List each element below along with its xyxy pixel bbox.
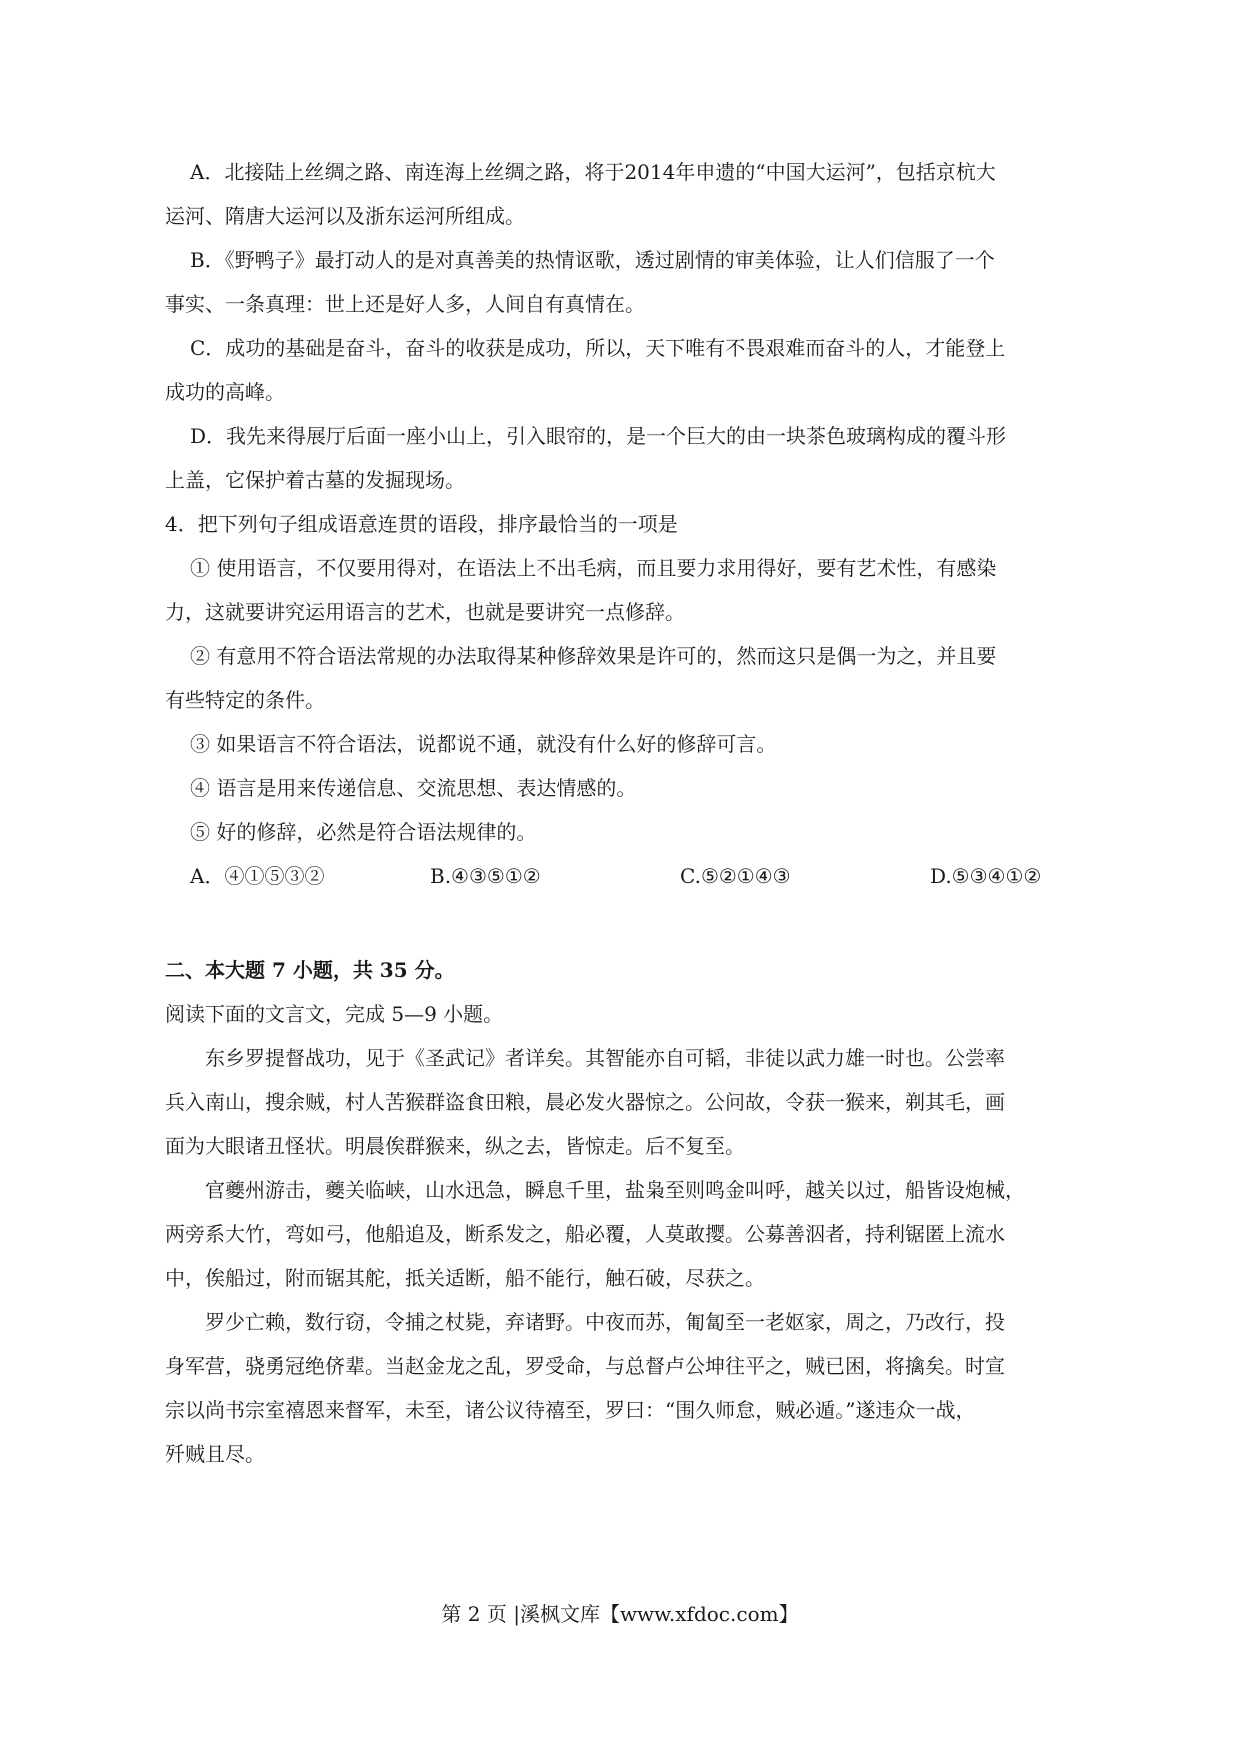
q4-sentence-3: ③ 如果语言不符合语法，说都说不通，就没有什么好的修辞可言。 <box>190 732 777 756</box>
passage-p3-line3: 宗以尚书宗室禧恩来督军，未至，诸公议待禧至，罗曰：“围久师怠，贼必遁。”遂违众一战， <box>165 1398 976 1422</box>
q3-option-d-line1: D．我先来得展厅后面一座小山上，引入眼帘的，是一个巨大的由一块茶色玻璃构成的覆斗形 <box>190 424 1007 448</box>
passage-p1-line2: 兵入南山，搜余贼，村人苦猴群盗食田粮，晨必发火器惊之。公问故，令获一猴来，剃其毛，画 <box>165 1090 1005 1114</box>
q4-sentence-4: ④ 语言是用来传递信息、交流思想、表达情感的。 <box>190 776 637 800</box>
q3-option-b-line1: B．《野鸭子》最打动人的是对真善美的热情讴歌，透过剧情的审美体验，让人们信服了一个 <box>190 248 995 272</box>
q4-sentence-5: ⑤ 好的修辞，必然是符合语法规律的。 <box>190 820 537 844</box>
q4-choice-a: A．④①⑤③② <box>190 864 325 888</box>
q4-sentence-1-line1: ① 使用语言，不仅要用得对，在语法上不出毛病，而且要力求用得好，要有艺术性，有感染 <box>190 556 997 580</box>
passage-p3-line1: 罗少亡赖，数行窃，令捕之杖毙，弃诸野。中夜而苏，匍匐至一老妪家，周之，乃改行，投 <box>205 1310 1005 1334</box>
page-footer: 第 2 页 |溪枫文库【www.xfdoc.com】 <box>441 1602 799 1626</box>
q3-option-d-line2: 上盖，它保护着古墓的发掘现场。 <box>165 468 465 492</box>
section-instruction: 阅读下面的文言文，完成 5—9 小题。 <box>165 1002 504 1026</box>
q3-option-c-line1: C．成功的基础是奋斗，奋斗的收获是成功，所以，天下唯有不畏艰难而奋斗的人，才能登上 <box>190 336 1006 360</box>
passage-p2-line2: 两旁系大竹，弯如弓，他船追及，断系发之，船必覆，人莫敢撄。公募善泅者，持利锯匿上流水 <box>165 1222 1005 1246</box>
q4-choice-c: C.⑤②①④③ <box>680 864 791 888</box>
passage-p2-line1: 官夔州游击，夔关临峡，山水迅急，瞬息千里，盐枭至则鸣金叫呼，越关以过，船皆设炮械， <box>205 1178 1025 1202</box>
q4-sentence-2-line2: 有些特定的条件。 <box>165 688 325 712</box>
q3-option-a-line2: 运河、隋唐大运河以及浙东运河所组成。 <box>165 204 525 228</box>
q4-sentence-1-line2: 力，这就要讲究运用语言的艺术，也就是要讲究一点修辞。 <box>165 600 685 624</box>
q4-stem: 4．把下列句子组成语意连贯的语段，排序最恰当的一项是 <box>165 512 678 536</box>
q3-option-c-line2: 成功的高峰。 <box>165 380 285 404</box>
q3-option-a-line1: A．北接陆上丝绸之路、南连海上丝绸之路，将于2014年申遗的“中国大运河”，包括京杭大 <box>190 160 996 184</box>
passage-p3-line4: 歼贼且尽。 <box>165 1442 265 1466</box>
q4-choice-d: D.⑤③④①② <box>930 864 1042 888</box>
passage-p1-line1: 东乡罗提督战功，见于《圣武记》者详矣。其智能亦自可韬，非徒以武力雄一时也。公尝率 <box>205 1046 1005 1070</box>
passage-p2-line3: 中，俟船过，附而锯其舵，抵关适断，船不能行，触石破，尽获之。 <box>165 1266 765 1290</box>
q4-sentence-2-line1: ② 有意用不符合语法常规的办法取得某种修辞效果是许可的，然而这只是偶一为之，并且要 <box>190 644 997 668</box>
q4-choice-b: B.④③⑤①② <box>430 864 541 888</box>
passage-p3-line2: 身军营，骁勇冠绝侪辈。当赵金龙之乱，罗受命，与总督卢公坤往平之，贼已困，将擒矣。时宣 <box>165 1354 1005 1378</box>
passage-p1-line3: 面为大眼诸丑怪状。明晨俟群猴来，纵之去，皆惊走。后不复至。 <box>165 1134 745 1158</box>
q3-option-b-line2: 事实、一条真理：世上还是好人多，人间自有真情在。 <box>165 292 645 316</box>
section-heading: 二、本大题 7 小题，共 35 分。 <box>165 958 455 982</box>
